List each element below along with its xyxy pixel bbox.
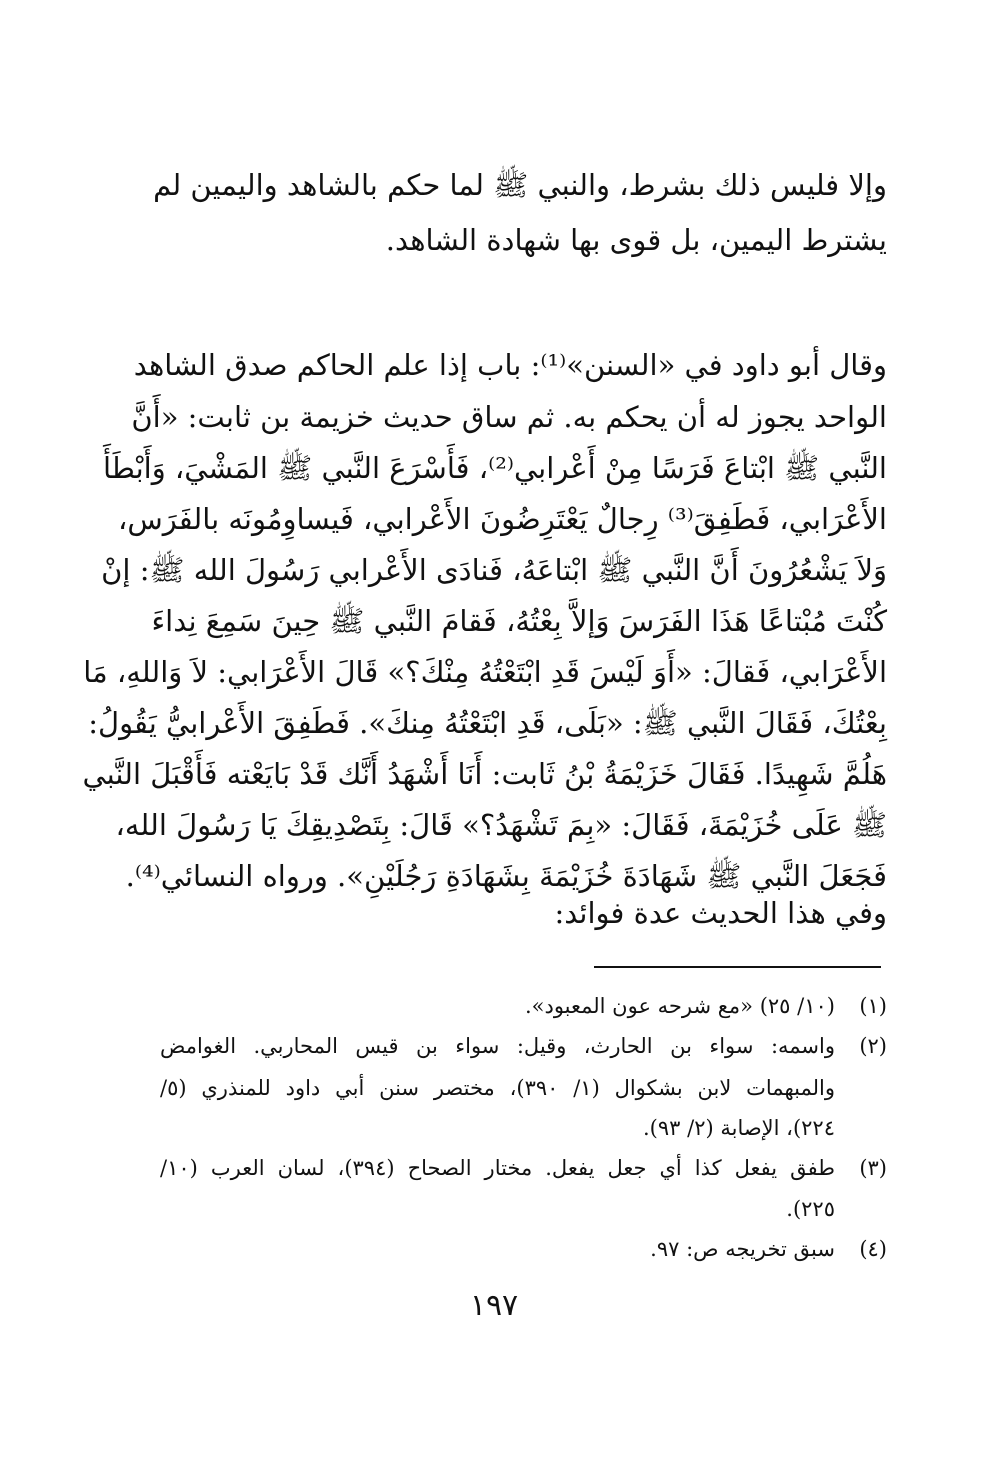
paragraph-2-line: الواحد يجوز له أن يحكم به. ثم ساق حديث خزيمة بن ثابت: «أَنَّ bbox=[131, 400, 887, 434]
footnote-text: ٢٢٤)، الإصابة (٢/ ٩٣). bbox=[643, 1116, 835, 1140]
paragraph-2-line: وفي هذا الحديث عدة فوائد: bbox=[554, 896, 887, 930]
footnote-4 bbox=[160, 1233, 887, 1265]
footnote-number: (١) bbox=[859, 994, 887, 1018]
paragraph-2-line: النَّبي ﷺ ابْتاعَ فَرَسًا مِنْ أَعْرابي⁽²⁾، فَأَسْرَعَ النَّبي ﷺ المَشْيَ، وَأَبْطَأَ bbox=[102, 451, 887, 485]
paragraph-2-line: الأَعْرَابي، فَقالَ: «أَوَ لَيْسَ قَدِ ابْتَعْتُهُ مِنْكَ؟» قَالَ الأَعْرَابي: لاَ وَاللهِ، مَا bbox=[83, 655, 887, 689]
paragraph-2-line: كُنْتَ مُبْتاعًا هَذَا الفَرَسَ وَإلاَّ بِعْتُهُ، فَقامَ النَّبي ﷺ حِينَ سَمِعَ نِداءَ bbox=[151, 604, 887, 638]
paragraph-2-line: ﷺ عَلَى خُزَيْمَةَ، فَقَالَ: «بِمَ تَشْهَدُ؟» قَالَ: بِتَصْدِيقِكَ يَا رَسُولَ الله، bbox=[115, 808, 887, 842]
paragraph-2-line: هَلُمَّ شَهِيدًا. فَقَالَ خَزَيْمَةُ بْنُ ثَابت: أَنَا أَشْهَدُ أَنَّك قَدْ بَايَعْته فَأَقْبَلَ النَّبي bbox=[82, 757, 887, 791]
paragraph-2-line: الأَعْرَابي، فَطَفِقَ⁽³⁾ رِجالٌ يَعْتَرِضُونَ الأَعْرابي، فَيساوِمُونَه بالفَرَس، bbox=[117, 502, 887, 536]
footnote-2 bbox=[160, 1030, 887, 1062]
footnote-number: (٢) bbox=[859, 1034, 887, 1058]
footnote-separator bbox=[594, 966, 881, 968]
paragraph-2-line: بِعْتُكَ، فَقَالَ النَّبي ﷺ: «بَلَى، قَدِ ابْتَعْتُهُ مِنكَ». فَطَفِقَ الأَعْرابيُّ يَقُولُ: bbox=[88, 706, 887, 740]
footnote-2-continuation bbox=[160, 1112, 887, 1144]
footnote-text: سبق تخريجه ص: ٩٧. bbox=[650, 1237, 835, 1261]
paragraph-2-line: وقال أبو داود في «السنن»⁽¹⁾: باب إذا علم الحاكم صدق الشاهد bbox=[133, 348, 887, 382]
footnote-3-continuation bbox=[160, 1193, 887, 1225]
footnote-text: واسمه: سواء بن الحارث، وقيل: سواء بن قيس المحاربي. الغوامض bbox=[160, 1034, 835, 1058]
paragraph-1-line: يشترط اليمين، بل قوى بها شهادة الشاهد. bbox=[385, 223, 887, 257]
footnote-text: (١٠/ ٢٥) «مع شرحه عون المعبود». bbox=[524, 994, 835, 1018]
footnote-1 bbox=[160, 990, 887, 1022]
footnote-text: ٢٢٥). bbox=[786, 1197, 835, 1221]
paragraph-2-line: وَلاَ يَشْعُرُونَ أَنَّ النَّبي ﷺ ابْتاعَهُ، فَنادَى الأَعْرابي رَسُولَ الله ﷺ: إنْ bbox=[101, 553, 887, 587]
footnote-text: طفق يفعل كذا أي جعل يفعل. مختار الصحاح (٣٩٤)، لسان العرب (١٠/ bbox=[160, 1156, 835, 1180]
page-number: ١٩٧ bbox=[469, 1288, 519, 1323]
footnote-number: (٣) bbox=[859, 1156, 887, 1180]
footnote-number: (٤) bbox=[859, 1237, 887, 1261]
paragraph-1-line: وإلا فليس ذلك بشرط، والنبي ﷺ لما حكم بالشاهد واليمين لم bbox=[153, 168, 887, 202]
footnote-text: والمبهمات لابن بشكوال (١/ ٣٩٠)، مختصر سنن أبي داود للمنذري (٥/ bbox=[160, 1076, 835, 1100]
paragraph-2-line: فَجَعَلَ النَّبي ﷺ شَهَادَةَ خُزَيْمَةَ بِشَهَادَةِ رَجُلَيْنِ». ورواه النسائي⁽⁴⁾. bbox=[125, 859, 887, 893]
footnote-2-continuation bbox=[160, 1072, 887, 1104]
footnote-3 bbox=[160, 1152, 887, 1184]
